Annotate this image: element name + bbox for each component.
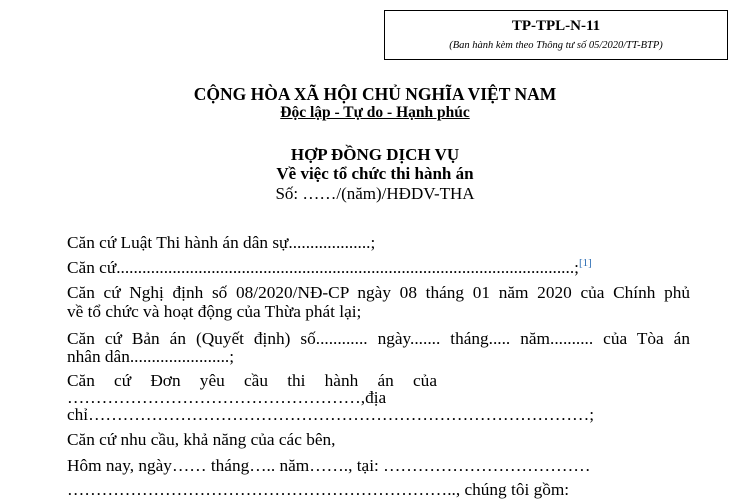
form-issuance-note: (Ban hành kèm theo Thông tư số 05/2020/TT-BTP) xyxy=(449,40,663,51)
clause-decree-line2: về tổ chức và hoạt động của Thừa phát lại; xyxy=(67,302,362,321)
clause-judgment-line2: nhân dân.......................; xyxy=(67,347,235,366)
clause-decree-line1: Căn cứ Nghị định số 08/2020/NĐ-CP ngày 08 tháng 01 năm 2020 của Chính phủ xyxy=(67,283,690,302)
clause-capacity: Căn cứ nhu cầu, khả năng của các bên, xyxy=(67,430,336,449)
clause-basis-text: Căn cứ..........................................................................................................; xyxy=(67,258,579,277)
clause-basis xyxy=(67,258,592,278)
form-code: TP-TPL-N-11 xyxy=(511,18,601,34)
document-number: Số: ……/(năm)/HĐDV-THA xyxy=(275,184,475,203)
clause-law: Căn cứ Luật Thi hành án dân sự...................; xyxy=(67,233,376,252)
clause-judgment-line1: Căn cứ Bản án (Quyết định) số............ ngày....... tháng..... năm.......... của Tòa án xyxy=(67,329,690,348)
national-motto-text: Độc lập - Tự do - Hạnh phúc xyxy=(280,104,470,121)
clause-request-line2: ……………………………………………,địa xyxy=(67,388,387,407)
clause-request-line1: Căn cứ Đơn yêu cầu thi hành án của xyxy=(67,371,437,390)
national-motto xyxy=(0,104,750,122)
clause-request-line3: chỉ……………………………………………………………………………; xyxy=(67,405,595,424)
clause-parties: ………………………………………………………….., chúng tôi gồm: xyxy=(67,480,570,499)
footnote-link[interactable]: [1] xyxy=(578,257,592,269)
clause-date-place: Hôm nay, ngày…… tháng….. năm……., tại: ……………………………… xyxy=(67,456,591,475)
document-title: HỢP ĐỒNG DỊCH VỤ xyxy=(290,145,460,164)
national-title: CỘNG HÒA XÃ HỘI CHỦ NGHĨA VIỆT NAM xyxy=(193,84,557,104)
form-code-box xyxy=(384,10,728,60)
document-subtitle: Về việc tổ chức thi hành án xyxy=(276,164,474,183)
